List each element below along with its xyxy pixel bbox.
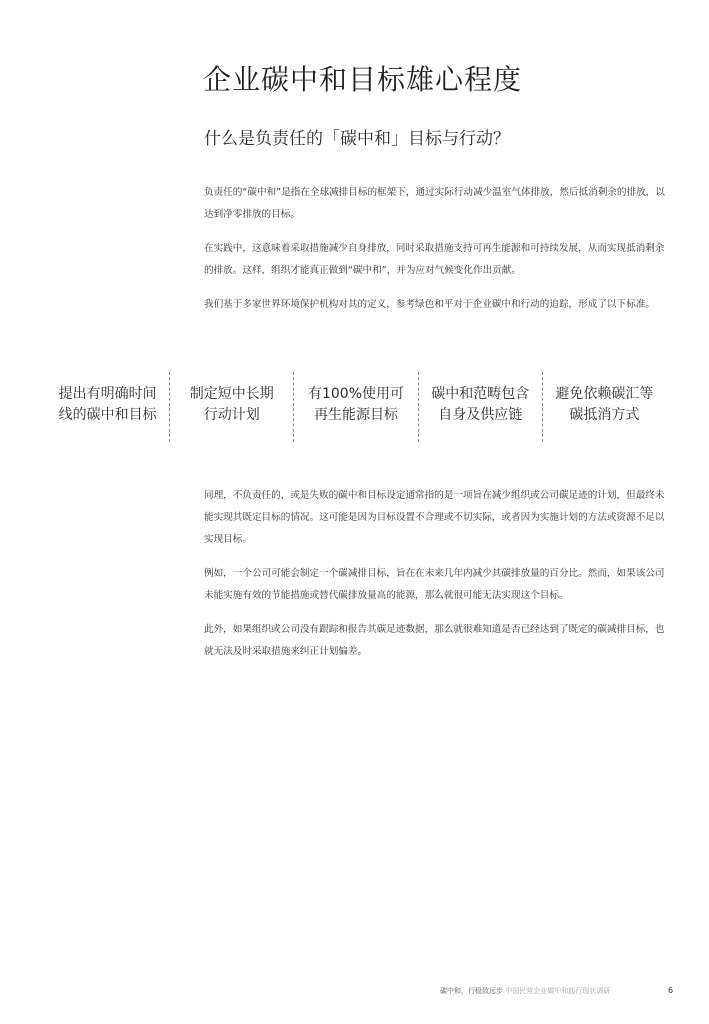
criteria-label: 制定短中长期行动计划 — [189, 386, 274, 423]
footer-report-title: 中国民营企业碳中和践行现状调研 — [505, 987, 611, 995]
footer-text: 碳中和，行稳致远步 — [440, 987, 503, 995]
criteria-label: 有100%使用可再生能源目标 — [307, 386, 405, 423]
criteria-item-renewable — [294, 372, 418, 442]
footer — [440, 986, 610, 996]
criteria-item-supply-chain — [419, 372, 543, 442]
section-subtitle: 什么是负责任的「碳中和」目标与行动？ — [204, 129, 510, 149]
intro-paragraph: 我们基于多家世界环境保护机构对其的定义，参考绿色和平对于企业碳中和行动的追踪，形成了以下标准。 — [204, 299, 655, 310]
criteria-label: 提出有明确时间线的碳中和目标 — [58, 386, 157, 423]
criteria-label: 避免依赖碳汇等碳抵消方式 — [555, 386, 654, 423]
intro-paragraph: 负责任的“碳中和”是指在全球减排目标的框架下，通过实际行动减少温室气体排放，然后抵消剩余的排放，以达到净零排放的目标。 — [204, 187, 665, 220]
intro-paragraph: 在实践中，这意味着采取措施减少自身排放，同时采取措施支持可再生能源和可持续发展，从而实现抵消剩余的排放。这样，组织才能真正做到“碳中和”，并为应对气候变化作出贡献。 — [204, 243, 665, 276]
criteria-row — [46, 372, 666, 442]
criteria-label: 碳中和范畴包含自身及供应链 — [431, 386, 530, 423]
body-paragraph: 同理，不负责任的，或是失败的碳中和目标设定通常指的是一项旨在减少组织或公司碳足迹的计划，但最终未能实现其既定目标的情况。这可能是因为目标设置不合理或不切实际，或者因为实施计划的方法或资源不足以实现目标。 — [204, 490, 665, 545]
criteria-item-timeline — [46, 372, 170, 442]
body-paragraph: 例如，一个公司可能会制定一个碳减排目标，旨在在未来几年内减少其碳排放量的百分比。然而，如果该公司未能实施有效的节能措施或替代碳排放量高的能源，那么就很可能无法实现这个目标。 — [204, 568, 665, 601]
page-title: 企业碳中和目标雄心程度 — [203, 63, 523, 96]
page-number: 6 — [668, 986, 674, 995]
criteria-item-action-plan — [170, 372, 294, 442]
body-paragraph: 此外，如果组织或公司没有跟踪和报告其碳足迹数据，那么就很难知道是否已经达到了既定的碳减排目标，也就无法及时采取措施来纠正计划偏差。 — [204, 624, 665, 657]
criteria-item-offset — [543, 372, 666, 442]
